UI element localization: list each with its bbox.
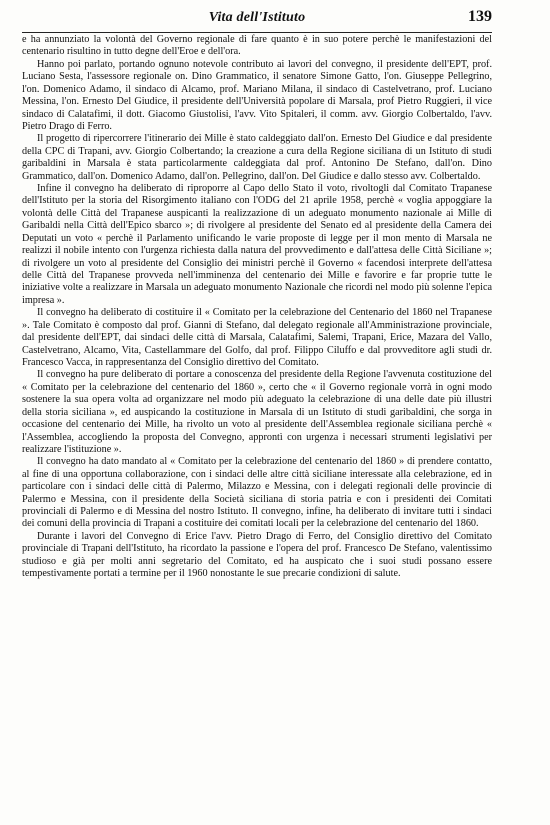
running-header [22,6,492,33]
paragraph-speakers: Hanno poi parlato, portando ognuno notevole contributo ai lavori del convegno, il presidente dell'EPT, prof. Luciano Sesta, l'assessore regionale on. Dino Grammatico, il senatore Simone Gatto, l'on. Giuseppe Pellegrino, l'on. Domenico Adamo, il sindaco di Alcamo, prof. Mariano Milana, il sindaco di Castelvetrano, prof. Luciano Messina, l'on. Ernesto Del Giudice, il presidente dell'Università popolare di Marsala, prof Pietro Ruggieri, il vice sindaco di Calatafimi, il dott. Giacomo Giustolisi, l'avv. Vito Spitaleri, il comm. avv. Giorgio Colbertaldo, l'avv. Pietro Drago di Ferro. [22,58,492,132]
paragraph-itinerary-project: Il progetto di ripercorrere l'itinerario dei Mille è stato caldeggiato dall'on. Ernesto Del Giudice e dal presidente della CPC di Trapani, avv. Giorgio Colbertando; la creazione a cura della Regione siciliana di un Istituto di studi garibaldini in Marsala è stata particolarmente caldeggiata dal prof. Antonino De Stefano, dall'on. Dino Grammatico, dall'on. Domenico Adamo, dall'on. Pellegrino, dall'on. Del Giudice e dallo stesso avv. Colbertaldo. [22,133,492,182]
running-title: Vita dell'Istituto [208,10,306,25]
paragraph-deliberations: Infine il convegno ha deliberato di riproporre al Capo dello Stato il voto, rivoltogli dal Comitato Trapanese dell'Istituto per la storia del Risorgimento italiano con l'ODG del 21 aprile 1958, perchè « voglia appoggiare la volontà delle Città del Trapanese auspicanti la realizzazione di un adeguato monumento nazionale ai Mille di Garibaldi nella Città dell'Epico sbarco »; di rivolgere al presidente del Senato ed al presidente della Camera dei Deputati un voto « perchè il Parlamento unificando le varie proposte di legge per il mon mento di Marsala ne realizzi il nobile intento con l'urgenza richiesta dalla natura del provvedimento e dall'attesa delle Città Siciliane »; di rivolgere un voto al presidente del Consiglio dei ministri perchè il Governo « facendosi interprete dell'attesa delle Città del Trapanese provveda nell'imminenza del centenario dei Mille e favorire e far proprie tutte le iniziative volte a realizzare in Marsala un adeguato monumento Nazionale che ricordi nel modo più solenne l'epica impresa ». [22,183,492,306]
paragraph-mandate: Il convegno ha dato mandato al « Comitato per la celebrazione del centenario del 1860 » di prendere contatto, al fine di una opportuna collaborazione, con i sindaci delle altre città siciliane interessate alla celebrazione, ed in particolare con i sindaci delle città di Palermo, Milazzo e Messina, con i delegati regionali delle provincie di Palermo e Messina, con il presidente della Società siciliana di storia patria e con i presidenti dei Comitati provinciali di Palermo e di Messina del nostro Istituto. Il convegno, infine, ha deliberato di invitare tutti i sindaci dei comuni della provincia di Trapani a costituire dei comitati locali per la celebrazione del centenario del 1860. [22,456,492,530]
paragraph-committee: Il convegno ha deliberato di costituire il « Comitato per la celebrazione del Centenario del 1860 nel Trapanese ». Tale Comitato è composto dal prof. Gianni di Stefano, dal delegato regionale all'Amministrazione provinciale, dal presidente dell'EPT, dai sindaci delle città di Marsala, Calatafimi, Salemi, Trapani, Erice, Mazara del Vallo, Castelvetrano, Alcamo, Vita, Castellammare del Golfo, dal prof. Filippo Ciluffo e dal provveditore agli studi dr. Francesco Vacca, in rappresentanza del Consiglio direttivo del Comitato. [22,307,492,368]
paragraph-closing: Durante i lavori del Convegno di Erice l'avv. Pietro Drago di Ferro, del Consiglio direttivo del Comitato provinciale di Trapani dell'Istituto, ha ricordato la passione e l'opera del prof. Francesco De Stefano, valentissimo studioso e già per molti anni segretario del Comitato, ed ha auspicato che i suoi studi possano essere tempestivamente portati a termine per il 1960 nonostante le sue precarie condizioni di salute. [22,530,492,580]
paragraph-continuation: e ha annunziato la volontà del Governo regionale di fare quanto è in suo potere perchè le manifestazioni del centenario risultino in tutto degne dell'Eroe e dell'ora. [22,34,492,58]
body-text [22,34,492,581]
page-number: 139 [468,8,492,25]
paragraph-regional-notice: Il convegno ha pure deliberato di portare a conoscenza del presidente della Regione l'avvenuta costituzione del « Comitato per la celebrazione del centenario del 1860 », certo che « il Governo regionale vorrà in ogni modo sostenere la sua opera volta ad organizzare nel modo più adeguato la celebrazione di una delle date più illustri della storia siciliana », ed auspicando la costituzione in Marsala di un Istituto di studi garibaldini, che sorga in occasione del centenario dei Mille, ha rivolto un voto al presidente dell'Assemblea regionale siciliana perchè « l'Assemblea, accogliendo la proposta del Convegno, approntì con urgenza i necessari strumenti legislativi per realizzare l'istituzione ». [22,369,492,455]
